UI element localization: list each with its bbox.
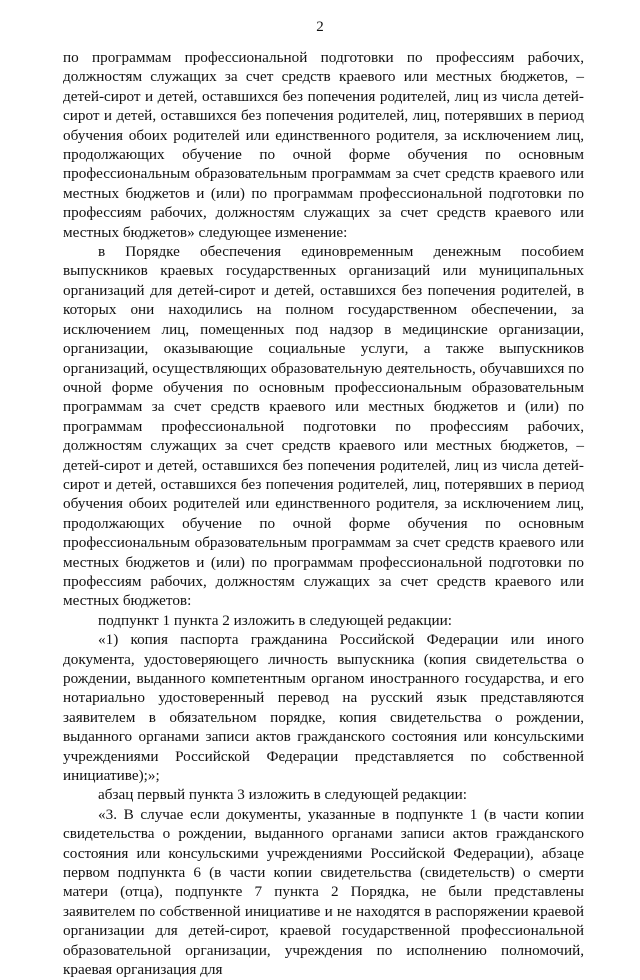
paragraph-clause-3-instruction: абзац первый пункта 3 изложить в следующей редакции: — [98, 786, 468, 804]
paragraph-subclause-1-text: «1) копия паспорта гражданина Российской Федерации или иного документа, удостоверяющего личность выпускника (копия свидетельства о рождении, выданного компетентным органом иностранного государства, и его нотариально удостоверенный перевод на русский язык представляются заявителем в обязательном порядке, копия свидетельства о рождении, выданного органами записи актов гражданского состояния или консульскими учреждениями Российской Федерации представляется по собственной инициативе);»; — [63, 631, 584, 785]
paragraph-subclause-1-instruction: подпункт 1 пункта 2 изложить в следующей редакции: — [98, 611, 452, 629]
paragraph-procedure-title: в Порядке обеспечения единовременным денежным пособием выпускников краевых государственных организаций или муниципальных организаций для детей-сирот и детей, оставшихся без попечения родителей, в которых они находились на полном государственном обеспечении, за исключением лиц, помещенных под надзор в медицинские организации, организации, оказывающие социальные услуги, а также выпускников организаций, осуществляющих образовательную деятельность, обучавшихся по очной форме обучения по основным профессиональным образовательным программам за счет средств краевого или местных бюджетов и (или) по программам профессиональной подготовки по профессиям рабочих, должностям служащих за счет средств краевого или местных бюджетов, – детей-сирот и детей, оставшихся без попечения родителей, лиц из числа детей-сирот и детей, оставшихся без попечения родителей, лиц, потерявших в период обучения обоих родителей или единственного родителя, за исключением лиц, продолжающих обучение по очной форме обучения по основным профессиональным образовательным программам за счет средств краевого или местных бюджетов и (или) по программам профессиональной подготовки по профессиям рабочих, должностям служащих за счет средств краевого или местных бюджетов: — [63, 243, 584, 610]
document-body — [63, 48, 584, 980]
paragraph-continuation: по программам профессиональной подготовки по профессиям рабочих, должностям служащих за счет средств краевого или местных бюджетов, – детей-сирот и детей, оставшихся без попечения родителей, лиц из числа детей-сирот и детей, оставшихся без попечения родителей, лиц, потерявших в период обучения обоих родителей или единственного родителя, за исключением лиц, продолжающих обучение по очной форме обучения по основным профессиональным образовательным программам за счет средств краевого или местных бюджетов и (или) по программам профессиональной подготовки по профессиям рабочих, должностям служащих за счет средств краевого или местных бюджетов» следующее изменение: — [63, 49, 584, 241]
page-number: 2 — [316, 19, 324, 35]
paragraph-clause-3-text: «3. В случае если документы, указанные в подпункте 1 (в части копии свидетельства о рождении, выданного органами записи актов гражданского состояния или консульскими учреждениями Российской Федерации), абзаце первом подпункта 6 (в части копии свидетельства (свидетельств) о смерти матери (отца), подпункте 7 пункта 2 Порядка, не были представлены заявителем по собственной инициативе и не находятся в распоряжении краевой организации для детей-сирот, краевой государственной профессиональной образовательной организации, учреждения по исполнению полномочий, краевая организация для — [63, 805, 584, 979]
